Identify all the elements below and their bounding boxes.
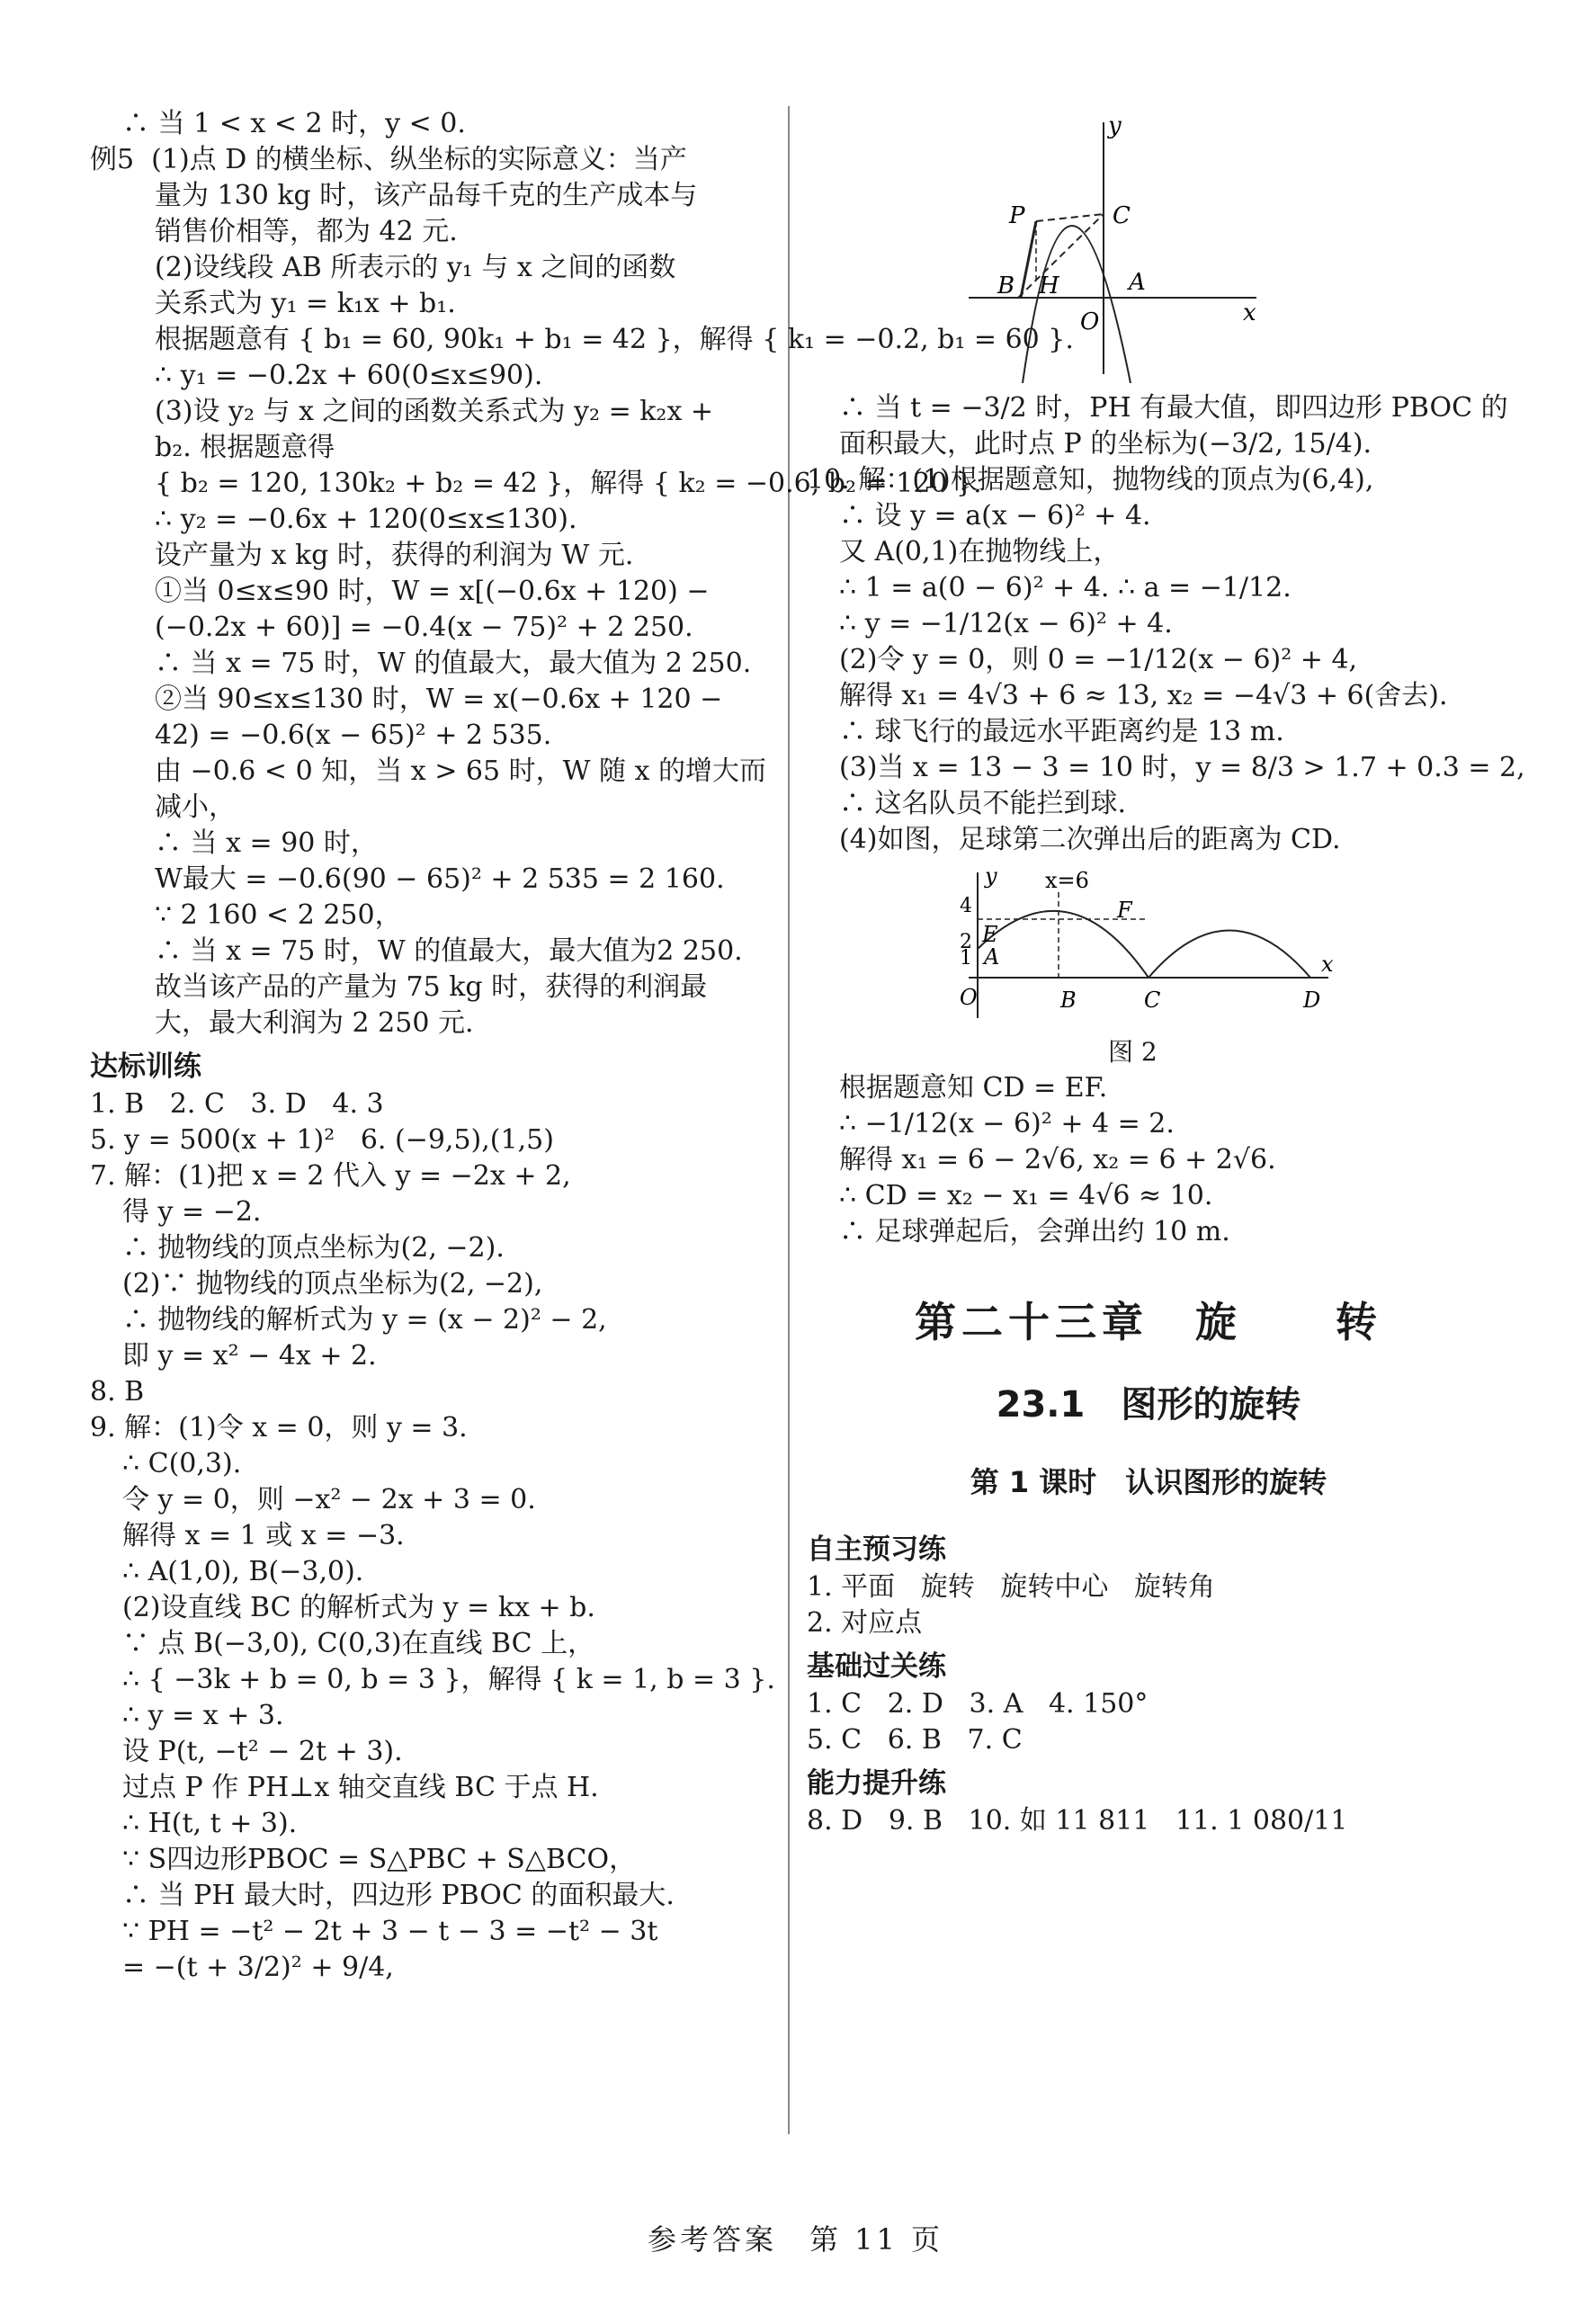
label-p: P xyxy=(1009,202,1025,229)
left-line: ∴ y = x + 3. xyxy=(122,1700,284,1731)
left-line: 量为 130 kg 时，该产品每千克的生产成本与 xyxy=(155,180,698,211)
label-o: O xyxy=(1080,308,1100,335)
solution-10 xyxy=(807,390,1525,858)
left-line: ∴ 当 1 < x < 2 时，y < 0. xyxy=(122,108,466,139)
left-line: { b₂ = 120, 130k₂ + b₂ = 42 }，解得 { k₂ = −0.6, b₂ = 120 }. xyxy=(155,468,982,499)
left-line: 得 y = −2. xyxy=(122,1196,262,1228)
left-line: ∴ 抛物线的解析式为 y = (x − 2)² − 2, xyxy=(122,1304,607,1336)
right-line: 5. C 6. B 7. C xyxy=(807,1724,1023,1756)
left-line: 即 y = x² − 4x + 2. xyxy=(122,1340,377,1372)
left-line: 设产量为 x kg 时，获得的利润为 W 元. xyxy=(155,540,634,571)
left-line: ∴ 当 PH 最大时，四边形 PBOC 的面积最大. xyxy=(122,1880,675,1911)
left-line: (2)∵ 抛物线的顶点坐标为(2, −2), xyxy=(122,1268,543,1300)
left-line: 8. B xyxy=(90,1376,145,1408)
right-line: (4)如图，足球第二次弹出后的距离为 CD. xyxy=(839,824,1341,855)
left-line: 销售价相等，都为 42 元. xyxy=(155,216,458,247)
left-line: ∴ H(t, t + 3). xyxy=(122,1808,298,1839)
right-line: ∴ 这名队员不能拦到球. xyxy=(839,788,1127,819)
left-line: ∴ 当 x = 90 时， xyxy=(155,827,378,859)
left-line: 减小， xyxy=(155,791,236,823)
left-line: ∴ y₂ = −0.6x + 120(0≤x≤130). xyxy=(155,504,577,535)
label-1: 1 xyxy=(960,947,972,970)
left-line: 由 −0.6 < 0 知，当 x > 65 时，W 随 x 的增大而 xyxy=(155,755,766,787)
line-pb xyxy=(1021,221,1036,298)
left-line: ①当 0≤x≤90 时，W = x[(−0.6x + 120) − xyxy=(155,576,710,607)
right-line: 8. D 9. B 10. 如 11 811 11. 1 080/11 xyxy=(807,1805,1348,1837)
left-line: 根据题意有 { b₁ = 60, 90k₁ + b₁ = 42 }，解得 { k₁ = −0.2, b₁ = 60 }. xyxy=(155,324,1074,355)
right-line: ∴ −1/12(x − 6)² + 4 = 2. xyxy=(839,1108,1175,1140)
section-heading: 基础过关练 xyxy=(807,1650,946,1683)
exercise-answers xyxy=(807,1530,1490,1839)
section-heading: 达标训练 xyxy=(90,1050,201,1083)
left-line: 过点 P 作 PH⊥x 轴交直线 BC 于点 H. xyxy=(122,1772,599,1803)
left-line: 大，最大利润为 2 250 元. xyxy=(155,1007,474,1039)
label-4: 4 xyxy=(960,895,972,917)
left-line: 例5 (1)点 D 的横坐标、纵坐标的实际意义：当产 xyxy=(90,144,687,175)
figure-2 xyxy=(807,865,1490,1070)
section-title: 23.1 图形的旋转 xyxy=(996,1384,1301,1426)
left-line: 关系式为 y₁ = k₁x + b₁. xyxy=(155,288,456,319)
lesson-title: 第 1 课时 认识图形的旋转 xyxy=(970,1465,1327,1499)
right-column xyxy=(807,106,1525,1839)
left-line: 7. 解：(1)把 x = 2 代入 y = −2x + 2, xyxy=(90,1160,571,1192)
label-d: D xyxy=(1303,988,1321,1013)
right-line: 解得 x₁ = 4√3 + 6 ≈ 13, x₂ = −4√3 + 6(舍去). xyxy=(839,680,1448,711)
left-line: b₂. 根据题意得 xyxy=(155,432,335,463)
left-line: ∵ PH = −t² − 2t + 3 − t − 3 = −t² − 3t xyxy=(122,1916,658,1947)
label-b: B xyxy=(1060,988,1077,1013)
right-line: ∴ 当 t = −3/2 时，PH 有最大值，即四边形 PBOC 的 xyxy=(839,392,1508,424)
left-line: (3)设 y₂ 与 x 之间的函数关系式为 y₂ = k₂x + xyxy=(155,396,714,427)
left-line: ∴ A(1,0), B(−3,0). xyxy=(122,1556,364,1587)
label-b: B xyxy=(997,273,1015,299)
left-line: = −(t + 3/2)² + 9/4, xyxy=(122,1952,394,1983)
line-bc xyxy=(1018,214,1104,298)
label-x: x xyxy=(1321,952,1334,977)
left-line: ②当 90≤x≤130 时，W = x(−0.6x + 120 − xyxy=(155,684,723,715)
label-y: y xyxy=(1108,113,1122,139)
left-line: ∴ C(0,3). xyxy=(122,1448,242,1479)
right-line: 解得 x₁ = 6 − 2√6, x₂ = 6 + 2√6. xyxy=(839,1144,1276,1175)
second-arc xyxy=(1149,931,1310,979)
section-heading: 自主预习练 xyxy=(807,1533,946,1566)
left-line: (2)设线段 AB 所表示的 y₁ 与 x 之间的函数 xyxy=(155,252,676,283)
label-f: F xyxy=(1117,898,1132,923)
left-line: ∵ S四边形PBOC = S△PBC + S△BCO， xyxy=(122,1844,637,1875)
figure-2-caption: 图 2 xyxy=(1108,1037,1157,1067)
right-line: 面积最大，此时点 P 的坐标为(−3/2, 15/4). xyxy=(839,428,1372,460)
column-divider xyxy=(788,106,790,2134)
right-line: ∴ 足球弹起后，会弹出约 10 m. xyxy=(839,1216,1230,1247)
right-line: ∴ 设 y = a(x − 6)² + 4. xyxy=(839,500,1151,532)
left-line: ∵ 2 160 < 2 250， xyxy=(155,899,402,931)
label-a: A xyxy=(1129,269,1146,296)
label-c: C xyxy=(1144,988,1161,1013)
left-line: ∴ { −3k + b = 0, b = 3 }，解得 { k = 1, b = 3 }. xyxy=(122,1664,775,1695)
right-line: ∴ 球飞行的最远水平距离约是 13 m. xyxy=(839,716,1284,747)
label-c: C xyxy=(1113,202,1131,229)
label-a: A xyxy=(984,944,1000,970)
label-y: y xyxy=(985,865,997,889)
label-2: 2 xyxy=(960,931,972,953)
left-line: ∴ y₁ = −0.2x + 60(0≤x≤90). xyxy=(155,360,543,391)
right-line: 2. 对应点 xyxy=(807,1607,923,1639)
left-line: 5. y = 500(x + 1)² 6. (−9,5),(1,5) xyxy=(90,1124,554,1156)
right-line: (3)当 x = 13 − 3 = 10 时，y = 8/3 > 1.7 + 0.3 = 2, xyxy=(839,752,1525,783)
right-line: 又 A(0,1)在抛物线上， xyxy=(839,536,1121,568)
page-footer: 参考答案 第 11 页 xyxy=(647,2222,944,2257)
right-line: 1. C 2. D 3. A 4. 150° xyxy=(807,1688,1149,1720)
left-line: 42) = −0.6(x − 65)² + 2 535. xyxy=(155,720,552,751)
right-line: 1. 平面 旋转 旋转中心 旋转角 xyxy=(807,1571,1215,1603)
figure-1 xyxy=(807,113,1490,383)
left-line: (−0.2x + 60)] = −0.4(x − 75)² + 2 250. xyxy=(155,612,693,643)
left-line: 设 P(t, −t² − 2t + 3). xyxy=(122,1736,403,1767)
chapter-title: 第二十三章 旋 转 xyxy=(915,1298,1382,1346)
right-line: ∴ CD = x₂ − x₁ = 4√6 ≈ 10. xyxy=(839,1180,1213,1211)
left-line: ∵ 点 B(−3,0), C(0,3)在直线 BC 上， xyxy=(122,1628,595,1659)
label-e: E xyxy=(982,922,998,947)
parabola-figure-1 xyxy=(969,113,1265,383)
left-line: 1. B 2. C 3. D 4. 3 xyxy=(90,1088,384,1120)
line-pc xyxy=(1036,214,1104,221)
left-line: ∴ 抛物线的顶点坐标为(2, −2). xyxy=(122,1232,505,1264)
label-x6: x=6 xyxy=(1045,868,1089,893)
left-line: 故当该产品的产量为 75 kg 时，获得的利润最 xyxy=(155,971,708,1003)
label-o: O xyxy=(960,985,978,1010)
left-line: ∴ 当 x = 75 时，W 的值最大，最大值为 2 250. xyxy=(155,648,752,679)
bounce-figure-2 xyxy=(960,865,1337,1027)
solution-10-continued xyxy=(807,1070,1490,1250)
right-line: ∴ 1 = a(0 − 6)² + 4. ∴ a = −1/12. xyxy=(839,572,1292,603)
left-line: 解得 x = 1 或 x = −3. xyxy=(122,1520,405,1551)
right-line: 根据题意知 CD = EF. xyxy=(839,1072,1108,1104)
left-line: W最大 = −0.6(90 − 65)² + 2 535 = 2 160. xyxy=(155,863,725,895)
parabola-curve xyxy=(1023,226,1131,383)
right-line: (2)令 y = 0，则 0 = −1/12(x − 6)² + 4, xyxy=(839,644,1358,675)
section-heading: 能力提升练 xyxy=(807,1767,946,1800)
left-line: 9. 解：(1)令 x = 0，则 y = 3. xyxy=(90,1412,468,1444)
label-x: x xyxy=(1243,299,1256,326)
label-h: H xyxy=(1039,273,1059,299)
left-line: 令 y = 0，则 −x² − 2x + 3 = 0. xyxy=(122,1484,536,1515)
left-line: ∴ 当 x = 75 时，W 的值最大，最大值为2 250. xyxy=(155,935,743,967)
right-line: ∴ y = −1/12(x − 6)² + 4. xyxy=(839,608,1173,639)
right-line: 10. 解：(1)根据题意知，抛物线的顶点为(6,4), xyxy=(807,464,1374,496)
left-line: (2)设直线 BC 的解析式为 y = kx + b. xyxy=(122,1592,595,1623)
